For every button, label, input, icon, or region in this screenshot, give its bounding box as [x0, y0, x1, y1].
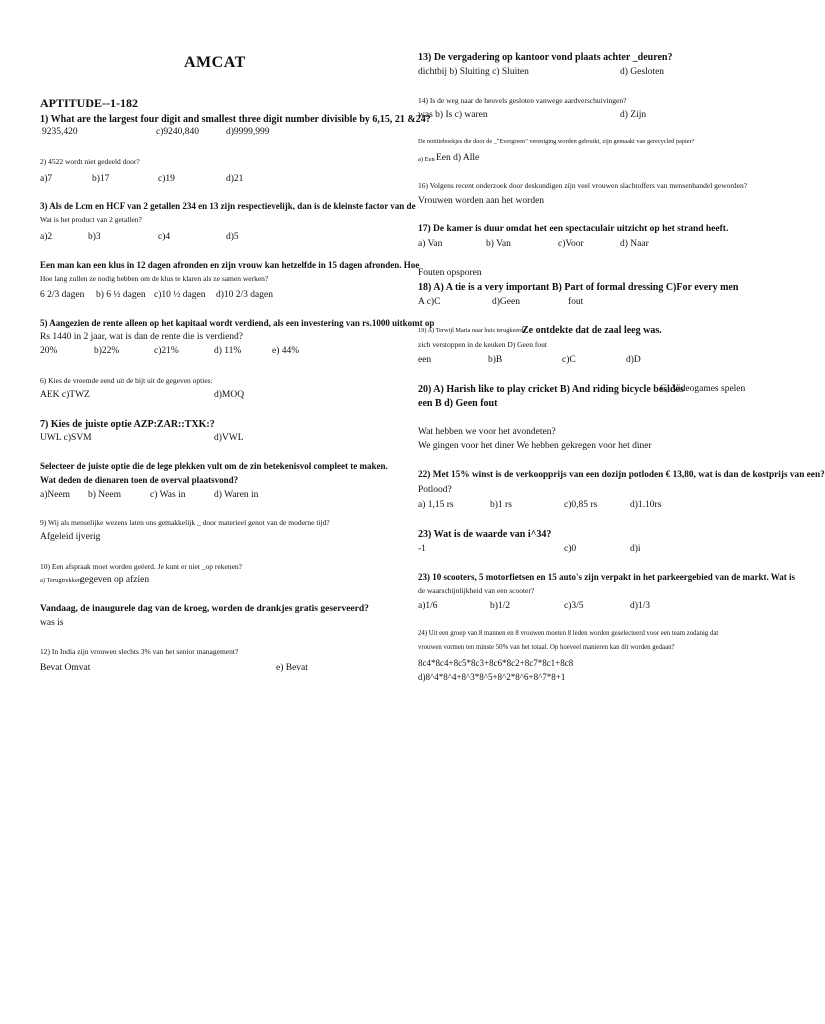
question-3-line2: Wat is het product van 2 getallen?	[40, 215, 142, 224]
q19-option: b)B	[488, 355, 503, 365]
q3-option: b)3	[88, 232, 101, 242]
q23-option: d)i	[630, 544, 641, 554]
question-2: 2) 4522 wordt niet gedeeld door?	[40, 157, 140, 166]
question-19-part-c: zich verstoppen in de keuken D) Geen fout	[418, 340, 547, 349]
question-22: 22) Met 15% winst is de verkoopprijs van een dozijn potloden € 13,80, wat is dan de kostprijs van een?	[418, 470, 825, 480]
question-19-part-b: Ze ontdekte dat de zaal leeg was.	[522, 325, 662, 336]
q14-option: d) Zijn	[620, 110, 647, 120]
q13-option: d) Gesloten	[620, 67, 665, 77]
question-7: 7) Kies de juiste optie AZP:ZAR::TXK:?	[40, 419, 215, 430]
q6-option: AEK c)TWZ	[40, 390, 90, 400]
question-8-line2: Wat deden de dienaren toen de overval plaatsvond?	[40, 475, 239, 485]
question-21-line2: We gingen voor het diner We hebben gekregen voor het diner	[418, 441, 652, 451]
q11-answer: was is	[40, 618, 64, 628]
question-12: 12) In India zijn vrouwen slechts 3% van het senior management?	[40, 647, 239, 656]
question-5: 5) Aangezien de rente alleen op het kapitaal wordt verdiend, als een investering van rs.1000 uitkomt op	[40, 318, 435, 328]
q24-option: d)1/3	[630, 601, 651, 611]
q18-option: d)Geen	[492, 297, 520, 307]
question-6: 6) Kies de vreemde eend uit de bijt uit de gegeven opties:	[40, 376, 213, 385]
q24-option: c)3/5	[564, 601, 584, 611]
q24-option: b)1/2	[490, 601, 511, 611]
question-24-line2: de waarschijnlijkheid van een scooter?	[418, 586, 535, 595]
question-21: Wat hebben we voor het avondeten?	[418, 427, 556, 437]
q7-option: UWL c)SVM	[40, 433, 92, 443]
q22-option: b)1 rs	[490, 500, 512, 510]
q1-option: d)9999,999	[226, 127, 270, 137]
q17-option: c)Voor	[558, 239, 584, 249]
question-3: 3) Als de Lcm en HCF van 2 getallen 234 en 13 zijn respectievelijk, dan is de kleinste factor van de	[40, 201, 416, 211]
q1-option: 9235,420	[42, 127, 78, 137]
question-20-part-c: C) Videogames spelen	[660, 384, 746, 394]
q22-option: d)1.10rs	[630, 500, 662, 510]
question-8: Selecteer de juiste optie die de lege plekken vult om de zin betekenisvol compleet te maken.	[40, 461, 388, 471]
question-9: 9) Wij als menselijke wezens laten ons gemakkelijk _ door materieel genot van de moderne tijd?	[40, 518, 330, 527]
q5-option: e) 44%	[272, 346, 300, 356]
question-4: Een man kan een klus in 12 dagen afronden en zijn vrouw kan hetzelfde in 15 dagen afronden. Hoe	[40, 260, 420, 270]
q2-option: b)17	[92, 174, 110, 184]
q4-option: 6 2/3 dagen	[40, 290, 85, 300]
q25-option: 8c4*8c4+8c5*8c3+8c6*8c2+8c7*8c1+8c8	[418, 658, 574, 668]
q3-option: d)5	[226, 232, 239, 242]
q17-option: d) Naar	[620, 239, 649, 249]
q1-option: c)9240,840	[156, 127, 200, 137]
question-4-line2: Hoe lang zullen ze nodig hebben om de klus te klaren als ze samen werken?	[40, 274, 269, 283]
question-10: 10) Een afspraak moet worden geëerd. Je kunt er niet _op rekenen?	[40, 562, 242, 571]
q2-option: a)7	[40, 174, 53, 184]
section-heading: APTITUDE--1-182	[40, 96, 138, 110]
question-20: 20) A) Harish like to play cricket B) And riding bicycle besides	[418, 384, 684, 395]
q17-option: a) Van	[418, 239, 443, 249]
q19-option: d)D	[626, 355, 641, 365]
q5-option: c)21%	[154, 346, 179, 356]
q8-option: a)Neem	[40, 490, 71, 500]
q5-option: b)22%	[94, 346, 120, 356]
section-fouten-opsporen: Fouten opsporen	[418, 268, 482, 278]
q5-option: 20%	[40, 346, 58, 356]
q12-option: e) Bevat	[276, 663, 308, 673]
q23-option: c)0	[564, 544, 577, 554]
q10-option-a: a) Terugtrekken	[40, 577, 82, 584]
q19-option: c)C	[562, 355, 576, 365]
q19-option: een	[418, 355, 432, 365]
q15-option-b: Een d) Alle	[436, 153, 480, 163]
q25-option: d)8^4*8^4+8^3*8^5+8^2*8^6+8^7*8+1	[418, 672, 566, 682]
question-14: 14) Is de weg naar de heuvels gesloten vanwege aardverschuivingen?	[418, 96, 627, 105]
q22-option: c)0,85 rs	[564, 500, 598, 510]
q3-option: a)2	[40, 232, 53, 242]
question-23: 23) Wat is de waarde van i^34?	[418, 529, 552, 540]
q12-option: Bevat Omvat	[40, 663, 91, 673]
q15-option-a: a) Een	[418, 156, 435, 163]
q18-option: A c)C	[418, 297, 441, 307]
q17-option: b) Van	[486, 239, 511, 249]
document-title: AMCAT	[184, 54, 246, 71]
q8-option: b) Neem	[88, 490, 121, 500]
q22-option: a) 1,15 rs	[418, 500, 454, 510]
q8-option: c) Was in	[150, 490, 186, 500]
q16-answer: Vrouwen worden aan het worden	[418, 196, 545, 206]
q24-option: a)1/6	[418, 601, 438, 611]
q8-option: d) Waren in	[214, 490, 259, 500]
question-15: De notitieboekjes die door de _"Evergreen" vereniging worden gebruikt, zijn gemaakt van gerecycled papier?	[418, 138, 695, 145]
question-17: 17) De kamer is duur omdat het een spectaculair uitzicht op het strand heeft.	[418, 224, 729, 234]
question-20-line2: een B d) Geen fout	[418, 398, 498, 409]
q3-option: c)4	[158, 232, 171, 242]
question-5-line2: Rs 1440 in 2 jaar, wat is dan de rente die is verdiend?	[40, 332, 244, 342]
q4-option: b) 6 ½ dagen	[96, 290, 146, 300]
q7-option: d)VWL	[214, 433, 244, 443]
q5-option: d) 11%	[214, 346, 242, 356]
q9-answer: Afgeleid ijverig	[40, 532, 101, 542]
question-18: 18) A) A tie is a very important B) Part of formal dressing C)For every men	[418, 282, 739, 293]
q2-option: c)19	[158, 174, 175, 184]
question-1: 1) What are the largest four digit and smallest three digit number divisible by 6,15, 21 &24?	[40, 114, 431, 125]
q2-option: d)21	[226, 174, 244, 184]
q13-option: dichtbij b) Sluiting c) Sluiten	[418, 67, 529, 77]
question-19: 19) A) Terwijl Maria naar huis terugkeerde	[418, 327, 527, 334]
question-25: 24) Uit een groep van 8 mannen en 8 vrouwen moeten 8 leden worden geselecteerd voor een team zodanig dat	[418, 630, 719, 637]
question-24: 23) 10 scooters, 5 motorfietsen en 15 auto's zijn verpakt in het parkeergebied van de markt. Wat is	[418, 572, 796, 582]
q4-option: c)10 ½ dagen	[154, 290, 206, 300]
q23-option: -1	[418, 544, 426, 554]
q6-option: d)MOQ	[214, 390, 245, 400]
question-25-line2: vrouwen vormen ten minste 50% van het totaal. Op hoeveel manieren kan dit worden gedaan?	[418, 644, 675, 651]
q14-option: was b) Is c) waren	[418, 110, 488, 120]
question-16: 16) Volgens recent onderzoek door deskundigen zijn veel vrouwen slachtoffers van mensenhandel geworden?	[418, 181, 748, 190]
q10-option-b: gegeven op afzien	[80, 575, 150, 585]
q4-option: d)10 2/3 dagen	[216, 290, 273, 300]
question-11: Vandaag, de inaugurele dag van de kroeg, worden de drankjes gratis geserveerd?	[40, 604, 369, 614]
question-13: 13) De vergadering op kantoor vond plaats achter _deuren?	[418, 52, 673, 63]
question-22-line2: Potlood?	[418, 485, 452, 495]
q18-option: fout	[568, 297, 584, 307]
